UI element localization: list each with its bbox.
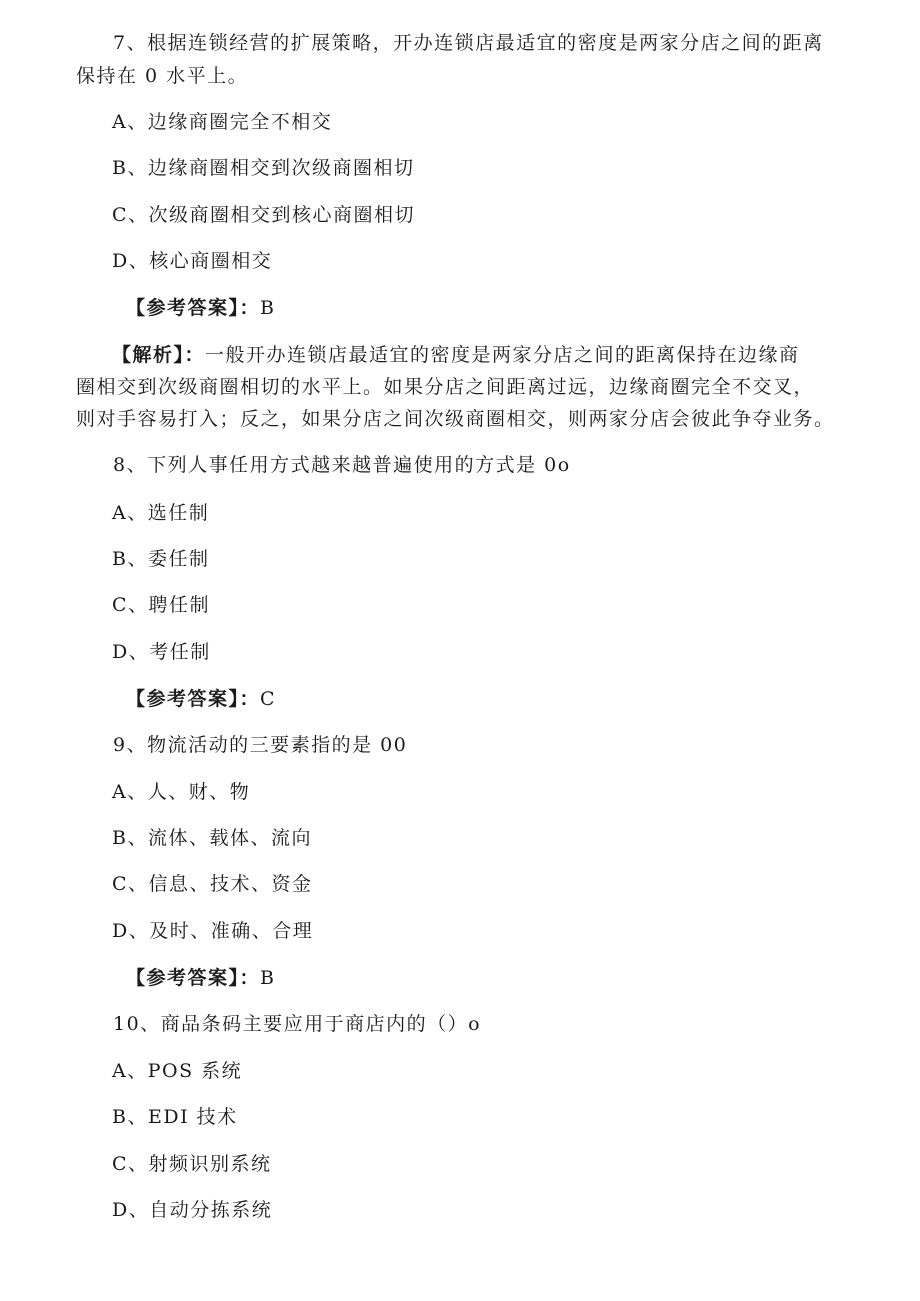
- q9-answer-label: 【参考答案】：: [126, 967, 261, 989]
- q10-option-d: D、自动分拣系统: [112, 1199, 273, 1221]
- q9-option-b: B、流体、载体、流向: [112, 827, 312, 849]
- q7-stem-line1: 7、根据连锁经营的扩展策略，开办连锁店最适宜的密度是两家分店之间的距离: [113, 32, 824, 54]
- q7-stem-line2: 保持在 0 水平上。: [76, 65, 249, 87]
- q9-option-c: C、信息、技术、资金: [112, 873, 313, 895]
- q7-option-d: D、核心商圈相交: [112, 250, 273, 272]
- q8-option-b: B、委任制: [112, 548, 210, 570]
- q8-option-d: D、考任制: [112, 641, 211, 663]
- q8-stem: 8、下列人事任用方式越来越普遍使用的方式是 0o: [113, 454, 571, 476]
- q9-option-a: A、人、财、物: [112, 781, 251, 803]
- q7-answer-label: 【参考答案】：: [126, 297, 261, 319]
- q9-stem: 9、物流活动的三要素指的是 00: [113, 734, 408, 756]
- q10-option-a: A、POS 系统: [112, 1060, 243, 1082]
- q7-analysis-line2: 圈相交到次级商圈相切的水平上。如果分店之间距离过远，边缘商圈完全不交叉，: [76, 376, 815, 398]
- q10-option-b: B、EDI 技术: [112, 1106, 238, 1128]
- q8-answer-label: 【参考答案】：: [126, 688, 261, 710]
- q7-analysis-text1: 一般开办连锁店最适宜的密度是两家分店之间的距离保持在边缘商: [205, 344, 800, 366]
- q10-stem: 10、商品条码主要应用于商店内的（）o: [113, 1013, 482, 1035]
- q7-analysis-line3: 则对手容易打入；反之，如果分店之间次级商圈相交，则两家分店会彼此争夺业务。: [76, 408, 835, 430]
- q7-answer: [126, 292, 916, 324]
- q9-option-d: D、及时、准确、合理: [112, 920, 314, 942]
- q7-analysis-label: 【解析】：: [112, 344, 206, 366]
- q8-answer-value: C: [260, 688, 277, 710]
- q8-option-c: C、聘任制: [112, 594, 211, 616]
- q7-option-c: C、次级商圈相交到核心商圈相切: [112, 204, 416, 226]
- q9-answer: [126, 962, 916, 994]
- q7-option-b: B、边缘商圈相交到次级商圈相切: [112, 157, 415, 179]
- q8-option-a: A、选任制: [112, 502, 210, 524]
- q7-option-a: A、边缘商圈完全不相交: [112, 111, 333, 133]
- q9-answer-value: B: [260, 967, 276, 989]
- q7-answer-value: B: [260, 297, 276, 319]
- q10-option-c: C、射频识别系统: [112, 1153, 272, 1175]
- q7-analysis-line1: [112, 339, 902, 371]
- q8-answer: [126, 683, 916, 715]
